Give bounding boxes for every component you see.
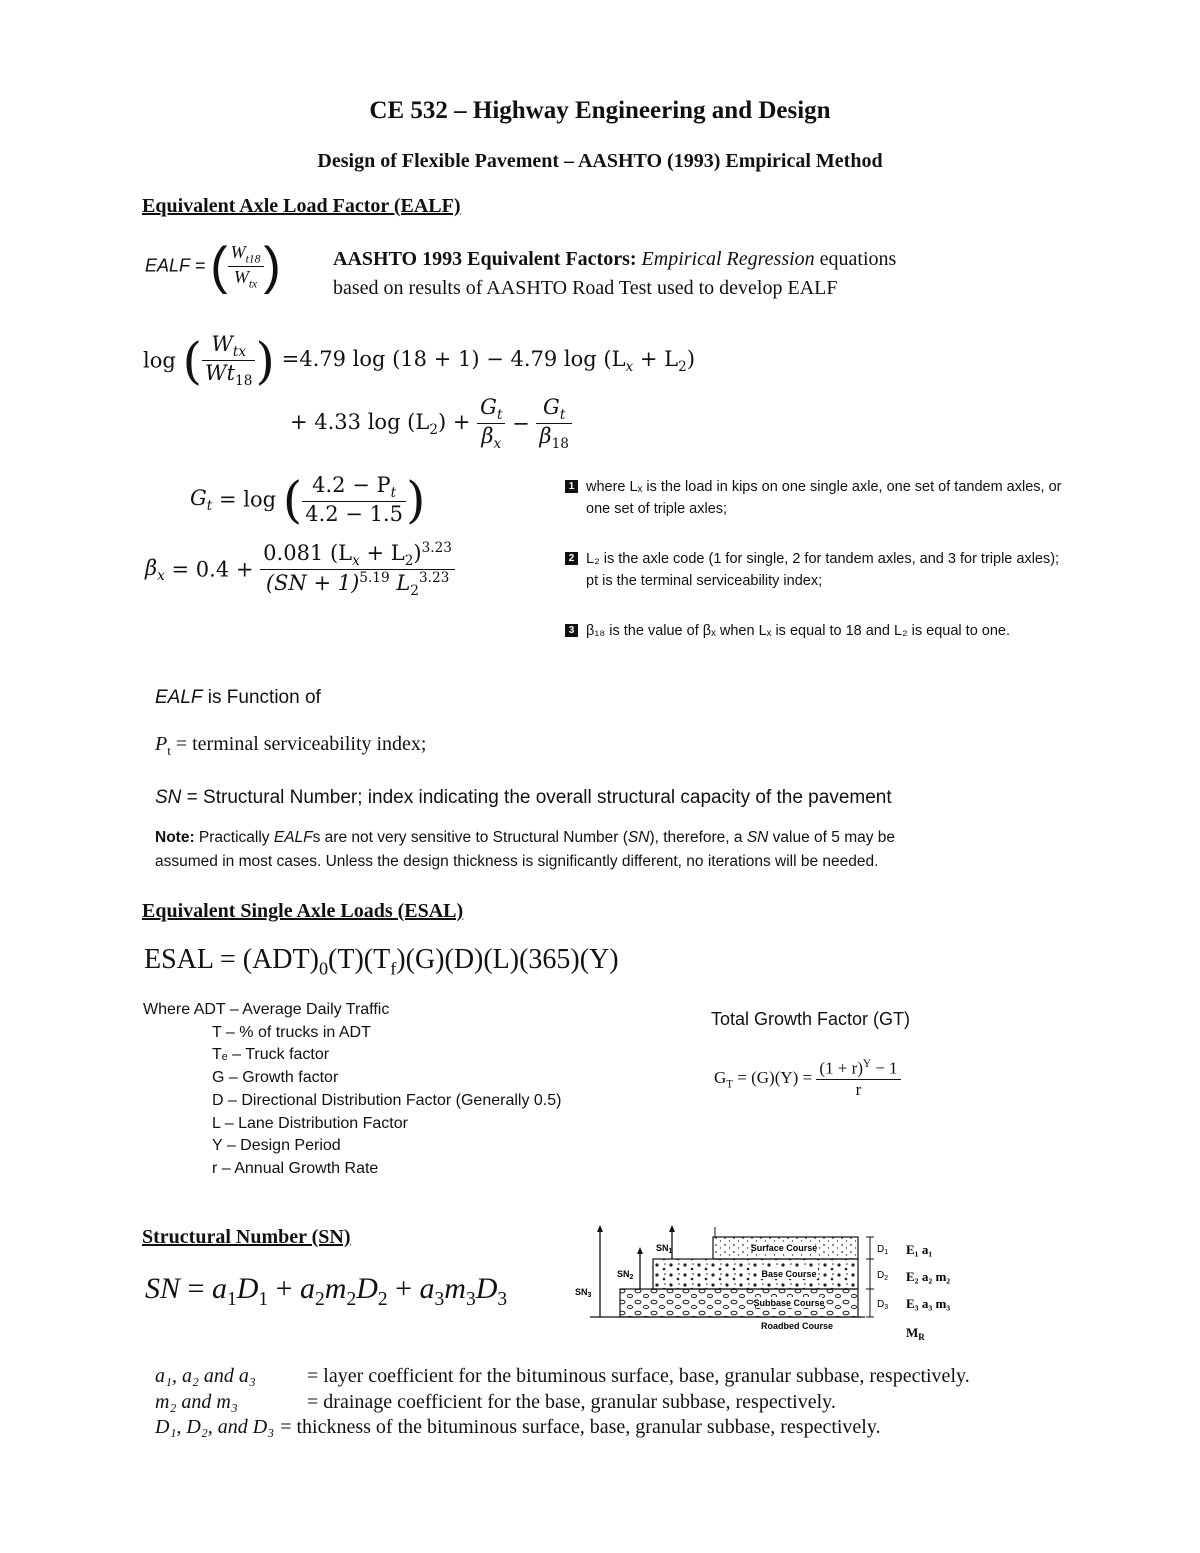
snf-sn: SN [145,1272,181,1305]
ealf-formula: EALF = ( $\frac{W_{t18}}{W_{tx}}$ ) [145,237,281,295]
eq1-rhs-mid: + L [633,346,679,371]
note-number-1: 1 [565,480,578,493]
note-text-1: where Lₓ is the load in kips on one single axle, one set of tandem axles, or one set of triple axles; [586,479,1062,517]
eq1-rhs: =4.79 log (18 + 1) − 4.79 log (L [281,346,626,371]
d1-label [877,1244,888,1256]
note-item-3 [565,620,1065,642]
ealf-den: W [233,266,249,287]
roadbed-modulus-text: M [906,1325,919,1340]
pt-definition [155,733,427,759]
pt-sym: P [155,733,168,755]
note-item-2 [565,548,1065,592]
gtf-mid: = (G)(Y) = [733,1067,813,1087]
gt-equation: $G_t = \log$ ( $\frac{4.2 - P_t}{4.2 - 1.5}$ ) [190,470,426,529]
snf-m2: m [324,1272,347,1305]
bx-num-x: x [352,553,360,570]
roadbed-modulus-sub: R [918,1332,925,1342]
pt-sub: t [167,743,171,758]
ealf-num: W [230,241,246,262]
subbase-course-label: Subbase Course [753,1298,825,1308]
bx-den-L-exp: 3.23 [418,570,450,587]
eq1-rhs-2: 2 [678,358,687,375]
esal-formula-sub2: f [390,958,397,979]
sn-definition [155,787,892,809]
beta-x-equation [145,540,455,599]
snf-3: 3 [434,1289,445,1310]
esal-def-item: D – Directional Distribution Factor (Generally 0.5) [212,1091,562,1109]
log-equation-line1: log ( $\frac{W_{tx}}{Wt_{18}}$ ) =4.79 log (18 + 1) − 4.79 $\log (L_x + L_2)$ [143,331,696,390]
note-number-3: 3 [565,624,578,637]
esal-definitions [143,999,561,1181]
note-paragraph [155,826,1055,874]
d2-label-sub: 2 [884,1275,889,1282]
note-sn2: SN [746,829,769,846]
snf-D1: D [236,1272,259,1305]
snf-1b: 1 [258,1289,269,1310]
note-part-b: s are not very sensitive to Structural Number ( [312,829,628,846]
snf-3b: 3 [465,1289,476,1310]
snf-3c: 3 [497,1289,508,1310]
bx-num-end: ) [413,541,422,565]
eq2-minus: − [512,411,530,436]
sn-heading: Structural Number (SN) [142,1226,351,1248]
gtf-num-end: − 1 [870,1058,898,1078]
ealf-desc-rest: equations [814,248,897,270]
bx-den: (SN + 1) [265,571,360,596]
log-equation-line2 [290,395,572,452]
sn1-label-text: SN [656,1243,669,1253]
page-title: CE 532 – Highway Engineering and Design [369,97,831,124]
gtf-num-exp: Y [862,1058,871,1070]
sn-def3-text: = thickness of the bituminous surface, base, granular subbase, respectively. [280,1416,881,1438]
esal-heading: Equivalent Single Axle Loads (ESAL) [142,900,464,922]
eq2-beta-x-sub: x [493,436,502,453]
esal-formula [144,944,619,980]
ealf-heading: Equivalent Axle Load Factor (EALF) [142,195,461,217]
note-ealfs: EALF [273,829,313,846]
bx-den-exp: 5.19 [359,570,390,587]
surface-course-label: Surface Course [750,1243,818,1253]
note-text-3: β₁₈ is the value of βₓ when Lₓ is equal to 18 and L₂ is equal to one. [586,623,1011,639]
gtf-num: (1 + r) [819,1058,863,1078]
sn-def3-sym: D₁, D₂, and D₃ [155,1416,275,1438]
esal-def-item: Y – Design Period [212,1137,341,1155]
roadbed-modulus [906,1325,925,1342]
layer1-properties: E₁ a₁ [906,1242,933,1257]
fn-rest: is Function of [202,687,321,708]
esal-def-item: G – Growth factor [212,1069,339,1087]
eq1-num: W [211,332,233,356]
sn-def-row-1 [155,1364,970,1390]
ealf-num-sub: t18 [245,252,261,266]
sn3-label [575,1287,592,1299]
ealf-desc-italic: Empirical Regression [641,248,815,270]
gtf-lhs: G [714,1067,727,1087]
eq2-g2: G [543,395,560,419]
eq2-start: + 4.33 log (L [290,409,430,434]
sn1-label [656,1243,673,1255]
gt-eq: = log [218,487,277,512]
eq1-num-sub: tx [232,344,247,361]
d3-label-text: D [877,1299,885,1310]
snf-plus2: + [387,1272,420,1305]
esal-formula-a: ESAL = (ADT) [144,944,319,975]
eq2-g: G [480,395,497,419]
base-course-label: Base Course [761,1269,817,1279]
gtf-lhs-sub: T [726,1078,734,1091]
snf-2: 2 [315,1289,325,1310]
d1-label-text: D [877,1244,885,1255]
bx-num-exp: 3.23 [421,540,452,556]
sn-variable-definitions [155,1364,970,1441]
bx-num: 0.081 (L [263,541,353,565]
note-line2: assumed in most cases. Unless the design thickness is significantly different, no iterations will be needed. [155,853,879,870]
eq2-sub: 2 [429,421,439,438]
eq2-g-sub: t [496,407,503,424]
gt-lhs-sub: t [206,497,213,514]
snf-m3: m [444,1272,466,1305]
bx-lhs-sub: x [157,567,165,584]
esal-def-item: L – Lane Distribution Factor [212,1114,408,1132]
note-sn1: SN [627,829,650,846]
base-course-layer [653,1259,858,1289]
note-part-c: ), therefore, a [649,829,747,846]
esal-def-item: r – Annual Growth Rate [212,1159,379,1177]
d3-label [877,1299,888,1311]
snf-2b: 2 [346,1289,357,1310]
ealf-den-sub: tx [248,277,258,291]
sn-text: = Structural Number; index indicating the overall structural capacity of the pavement [181,787,892,808]
sn-def1-sym: a₁, a₂ and a₃ [155,1365,256,1387]
sn-def2-sym: m₂ and m₃ [155,1390,238,1413]
esal-def-item: Tₑ – Truck factor [212,1046,330,1064]
eq2-beta-x: β [481,424,494,449]
snf-a3: a [419,1272,435,1305]
d1-label-sub: 1 [884,1249,889,1256]
sn-def-row-2 [155,1390,970,1416]
sn2-label [617,1269,634,1281]
gt-num: 4.2 − P [312,473,391,497]
bx-lhs: β [145,555,158,580]
eq1-rhs-x: x [625,358,634,375]
pavement-layer-diagram [570,1222,990,1347]
gt-lhs: G [190,485,207,510]
eq2-mid: ) + [438,409,471,434]
ealf-lhs: EALF = [145,255,206,276]
d2-label-text: D [877,1270,885,1281]
ealf-desc-line2: based on results of AASHTO Road Test used to develop EALF [333,277,838,299]
snf-D3: D [475,1272,498,1305]
ealf-description [333,245,896,303]
bx-num-2: 2 [404,553,414,570]
sn-formula [145,1272,507,1311]
ealf-function-of [155,687,321,709]
sn-def1-text: = layer coefficient for the bituminous surface, base, granular subbase, respectively. [307,1365,970,1387]
note-part-a: Practically [194,829,274,846]
layer3-properties: E₃ a₃ m₃ [906,1296,951,1311]
fn-italic: EALF [155,687,203,708]
growth-factor-formula [714,1058,901,1100]
note-part-d: value of 5 may be [768,829,896,846]
sn2-label-sub: 2 [629,1274,634,1281]
sn3-label-sub: 3 [587,1292,592,1299]
variable-notes [565,476,1065,642]
note-text-2: L₂ is the axle code (1 for single, 2 for tandem axles, and 3 for triple axles); pt is the terminal serviceability index; [586,551,1060,589]
sn2-label-text: SN [617,1269,630,1279]
growth-factor-title: Total Growth Factor (GT) [711,1009,911,1029]
sn-def2-text: = drainage coefficient for the base, granular subbase, respectively. [307,1390,836,1413]
d2-label [877,1270,888,1282]
snf-a1: a [211,1272,227,1305]
eq1-rhs-end: ) [686,346,696,371]
snf-1: 1 [226,1289,237,1310]
gt-den: 4.2 − 1.5 [305,502,403,527]
bx-num-mid: + L [359,541,405,565]
snf-D2: D [356,1272,378,1305]
esal-def-item: T – % of trucks in ADT [212,1023,371,1041]
sn-sym: SN [155,787,182,808]
esal-def-first: Where ADT – Average Daily Traffic [143,1001,390,1018]
pt-text: = terminal serviceability index; [175,733,427,755]
eq1-den: Wt [205,361,236,386]
eq2-beta-18: β [539,424,552,449]
layer2-properties: E₂ a₂ m₂ [906,1269,951,1284]
log-label: log [143,348,176,373]
d3-label-sub: 3 [884,1304,889,1311]
snf-eq: = [180,1272,212,1305]
snf-a2: a [300,1272,316,1305]
ealf-desc-bold: AASHTO 1993 Equivalent Factors: [333,248,637,270]
eq2-beta-18-sub: 18 [551,436,569,453]
bx-den-L-sub: 2 [410,583,419,600]
sn3-label-text: SN [575,1287,588,1297]
snf-2c: 2 [377,1289,388,1310]
note-label: Note: [155,829,195,846]
esal-formula-b: (T)(T [328,944,391,975]
gt-num-sub: t [390,485,397,502]
note-number-2: 2 [565,552,578,565]
gtf-den: r [855,1079,862,1099]
note-item-1 [565,476,1065,520]
snf-plus1: + [268,1272,301,1305]
eq2-g2-sub: t [559,407,566,424]
esal-formula-c: )(G)(D)(L)(365)(Y) [396,944,619,975]
page-subtitle: Design of Flexible Pavement – AASHTO (1993) Empirical Method [317,150,883,172]
esal-formula-sub: 0 [318,958,329,979]
sn-def-row-3 [155,1415,970,1441]
bx-den-L: L [389,571,411,596]
roadbed-course-label: Roadbed Course [760,1321,834,1331]
sn1-label-sub: 1 [668,1248,673,1255]
eq1-den-sub: 18 [235,373,253,390]
bx-eq: = 0.4 + [171,557,254,582]
